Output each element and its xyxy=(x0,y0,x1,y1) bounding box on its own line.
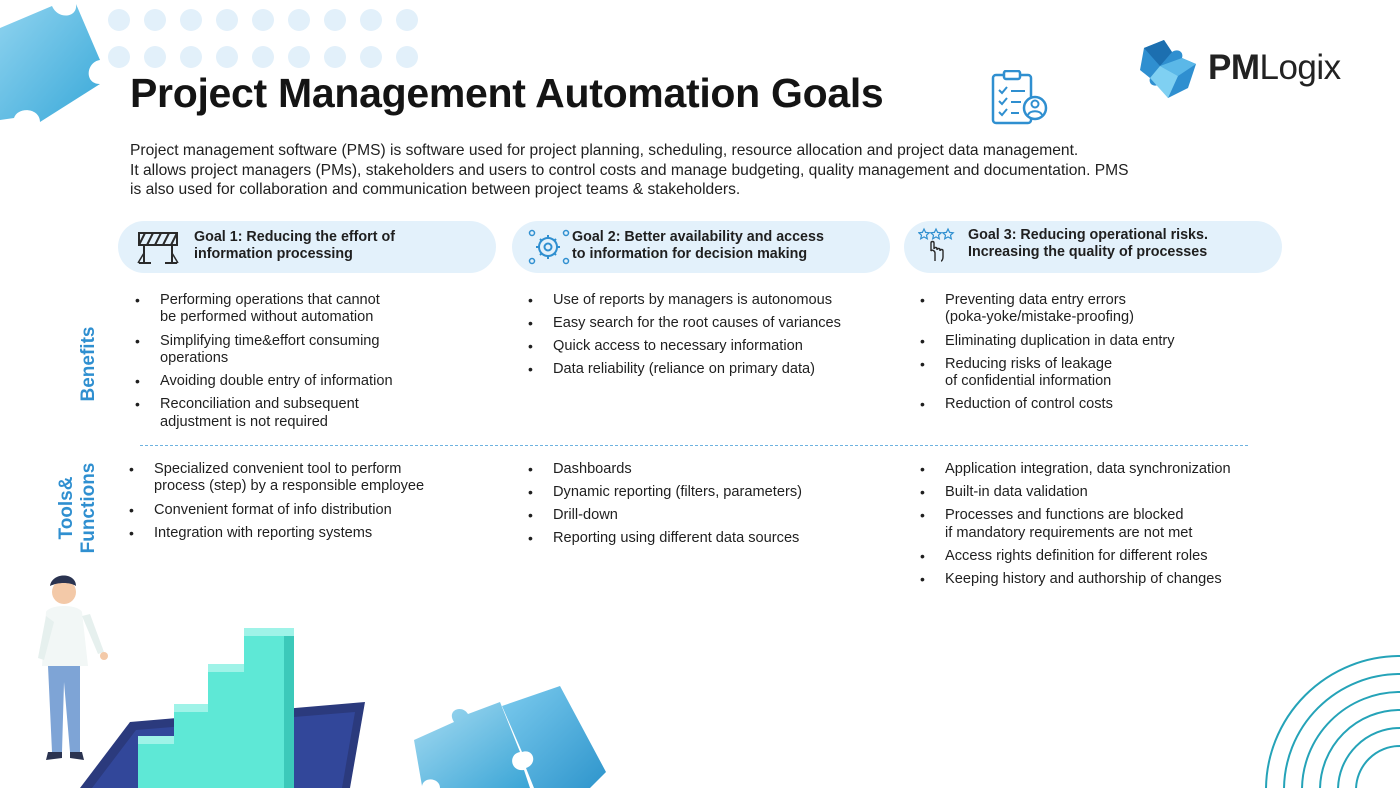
section-divider xyxy=(140,445,1248,446)
list-item: • Easy search for the root causes of variances xyxy=(527,315,841,332)
stars-hand-icon xyxy=(918,227,962,263)
list-item: • Reducing risks of leakage of confidential information xyxy=(919,356,1175,391)
person-tablet-illustration xyxy=(20,572,380,788)
list-item: • Drill-down xyxy=(527,507,802,524)
tools-functions-row-label: Tools& Functions xyxy=(56,462,99,554)
concentric-circles-decoration xyxy=(1250,650,1400,788)
list-item: • Data reliability (reliance on primary data) xyxy=(527,361,841,378)
puzzle-pieces-bottom xyxy=(410,682,610,788)
intro-line: It allows project managers (PMs), stakeholders and users to control costs and manage budgeting, quality management and documentation. PMS xyxy=(130,161,1129,179)
puzzle-logo-icon xyxy=(1138,38,1200,102)
list-item: • Keeping history and authorship of changes xyxy=(919,571,1231,588)
list-item: • Quick access to necessary information xyxy=(527,338,841,355)
list-item: • Dynamic reporting (filters, parameters) xyxy=(527,484,802,501)
goal-1-tools-list xyxy=(128,461,424,548)
goal-1-benefits-list xyxy=(134,292,393,437)
list-item: • Avoiding double entry of information xyxy=(134,373,393,390)
list-item: • Application integration, data synchronization xyxy=(919,461,1231,478)
gear-network-icon xyxy=(528,229,572,265)
list-item: • Reporting using different data sources xyxy=(527,530,802,547)
puzzle-piece-top-left xyxy=(0,0,105,130)
list-item: • Dashboards xyxy=(527,461,802,478)
dot-grid-decoration xyxy=(108,8,418,70)
benefits-row-label: Benefits xyxy=(78,326,99,402)
pmlogix-logo xyxy=(1138,38,1368,102)
goal-3-tools-list xyxy=(919,461,1231,594)
list-item: • Convenient format of info distribution xyxy=(128,502,424,519)
goal-2-tools-list xyxy=(527,461,802,553)
goal-3-header xyxy=(904,221,1282,273)
list-item: • Processes and functions are blocked if mandatory requirements are not met xyxy=(919,507,1231,542)
intro-line: Project management software (PMS) is software used for project planning, scheduling, resource allocation and project data management. xyxy=(130,142,1079,159)
page-title: Project Management Automation Goals xyxy=(130,70,884,116)
goal-1-header xyxy=(118,221,496,273)
barrier-icon xyxy=(136,229,180,265)
intro-paragraph xyxy=(130,141,1320,200)
list-item: • Eliminating duplication in data entry xyxy=(919,333,1175,350)
logo-text: PMLogix xyxy=(1208,48,1341,87)
goal-2-header xyxy=(512,221,890,273)
list-item: • Built-in data validation xyxy=(919,484,1231,501)
intro-line: is also used for collaboration and communication between project teams & stakeholders. xyxy=(130,181,741,198)
goal-2-title: Goal 2: Better availability and access to information for decision making xyxy=(572,229,824,262)
list-item: • Reduction of control costs xyxy=(919,396,1175,413)
list-item: • Use of reports by managers is autonomous xyxy=(527,292,841,309)
list-item: • Reconciliation and subsequent adjustment is not required xyxy=(134,396,393,431)
list-item: • Integration with reporting systems xyxy=(128,525,424,542)
goal-3-title: Goal 3: Reducing operational risks. Increasing the quality of processes xyxy=(968,227,1208,260)
goal-1-title: Goal 1: Reducing the effort of information processing xyxy=(194,229,395,262)
goal-3-benefits-list xyxy=(919,292,1175,419)
list-item: • Preventing data entry errors (poka-yoke/mistake-proofing) xyxy=(919,292,1175,327)
list-item: • Specialized convenient tool to perform process (step) by a responsible employee xyxy=(128,461,424,496)
clipboard-checklist-icon xyxy=(990,70,1048,126)
goal-2-benefits-list xyxy=(527,292,841,384)
list-item: • Simplifying time&effort consuming operations xyxy=(134,333,393,368)
list-item: • Performing operations that cannot be performed without automation xyxy=(134,292,393,327)
list-item: • Access rights definition for different roles xyxy=(919,548,1231,565)
